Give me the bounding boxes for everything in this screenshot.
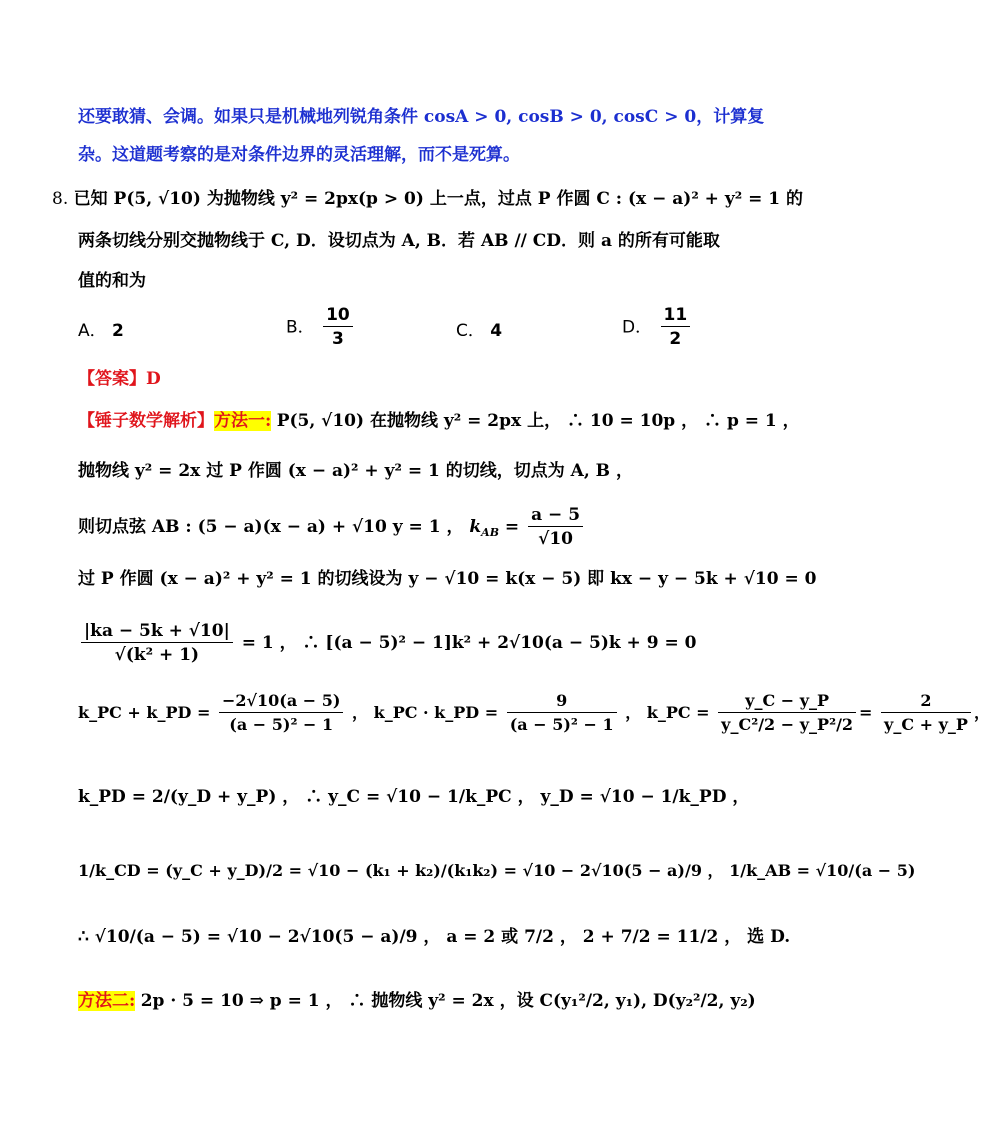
option-c-value: 4	[490, 321, 503, 341]
answer-value: D	[146, 369, 161, 389]
kpc-numerator: y_C − y_P	[745, 691, 830, 710]
kpc-fraction	[718, 690, 856, 737]
m2-line1: 2p · 5 = 10 ⇒ p = 1 ， ∴ 抛物线 y² = 2x ，设 C(y₁²/2, y₁), D(y₂²/2, y₂)	[140, 991, 756, 1011]
option-d-fraction	[661, 304, 691, 351]
option-a-value: 2	[112, 321, 124, 341]
distance-denominator: √(k² + 1)	[81, 642, 233, 667]
m1-line6-a: k_PC + k_PD =	[78, 703, 211, 722]
option-d-denominator: 2	[661, 326, 691, 351]
kpc2-denominator: y_C + y_P	[881, 712, 971, 737]
intro-line-2: 杂。这道题考察的是对条件边界的灵活理解，而不是死算。	[78, 145, 520, 165]
product-denominator: (a − 5)² − 1	[507, 712, 617, 737]
product-numerator: 9	[556, 691, 568, 710]
m2-line	[78, 988, 760, 1014]
m1-line7: k_PD = 2/(y_D + y_P) ， ∴ y_C = √10 − 1/k_PC ， y_D = √10 − 1/k_PD ，	[78, 787, 750, 807]
option-d-label: D．	[622, 317, 653, 338]
option-b-label: B．	[286, 317, 315, 338]
sum-fraction	[219, 690, 344, 737]
kpc-fraction-2	[881, 690, 971, 737]
solution-line-1	[78, 408, 800, 434]
option-d-numerator: 11	[663, 305, 688, 325]
option-a[interactable]	[78, 316, 124, 341]
method1-label: 方法一:	[214, 411, 272, 431]
solution-tag: 【锤子数学解析】	[78, 411, 214, 431]
answer-line	[78, 366, 760, 392]
intro-line-1: 还要敢猜、会调。如果只是机械地列锐角条件 cosA > 0, cosB > 0, cosC > 0，计算复	[78, 107, 765, 127]
kpc2-numerator: 2	[920, 691, 932, 710]
kab-numerator: a − 5	[531, 505, 581, 525]
m1-line6-b: ， k_PC · k_PD =	[352, 703, 499, 722]
m1-line3-a: 则切点弦 AB : (5 − a)(x − a) + √10 y = 1 ，	[78, 517, 464, 537]
option-c-label: C．	[456, 321, 485, 341]
sum-denominator: (a − 5)² − 1	[219, 712, 344, 737]
kab-symbol	[469, 517, 499, 537]
option-b-denominator: 3	[323, 326, 353, 351]
m1-line5	[78, 620, 760, 667]
question-line-1	[52, 186, 803, 212]
m1-line9: ∴ √10/(a − 5) = √10 − 2√10(5 − a)/9 ， a = 2 或 7/2 ， 2 + 7/2 = 11/2 ， 选 D.	[78, 927, 791, 947]
kab-fraction	[528, 504, 583, 551]
m1-line1: P(5, √10) 在抛物线 y² = 2px 上， ∴ 10 = 10p ， ∴ p = 1 ，	[276, 411, 800, 431]
m1-line4: 过 P 作圆 (x − a)² + y² = 1 的切线设为 y − √10 = k(x − 5) 即 kx − y − 5k + √10 = 0	[78, 569, 817, 589]
question-text-1: 已知 P(5, √10) 为抛物线 y² = 2px(p > 0) 上一点，过点 P 作圆 C : (x − a)² + y² = 1 的	[73, 189, 803, 209]
option-b[interactable]	[286, 304, 356, 351]
option-c[interactable]	[456, 316, 502, 341]
m1-line8: 1/k_CD = (y_C + y_D)/2 = √10 − (k₁ + k₂)/(k₁k₂) = √10 − 2√10(5 − a)/9 ， 1/k_AB = √10/(a − 5)	[78, 861, 916, 880]
m1-line6: k_PC + k_PD = $\frac{-2√10(a - 5)}{\text{(a − 5)² − 1}}$ ， k_PC · k_PD = $\frac{9}{\text{(a − 5)² − 1}}$ ， k_PC = $\frac{y\_C - y\_P}{\text{y\_C²/2 − y\_P²/2}}$ = $\frac{2}{y\_C + y\_P}$ ，	[78, 690, 760, 737]
option-b-fraction	[323, 304, 353, 351]
product-fraction	[507, 690, 617, 737]
distance-numerator: |ka − 5k + √10|	[84, 621, 230, 641]
m1-line2: 抛物线 y² = 2x 过 P 作圆 (x − a)² + y² = 1 的切线，切点为 A, B ，	[78, 461, 633, 481]
option-d[interactable]	[622, 304, 693, 351]
kab-sub: AB	[481, 526, 500, 539]
question-number: 8.	[52, 189, 69, 209]
option-b-numerator: 10	[326, 305, 350, 325]
m1-line6-c: ， k_PC =	[625, 703, 710, 722]
question-line-3: 值的和为	[78, 271, 146, 291]
distance-fraction	[81, 620, 233, 667]
kab-denominator: √10	[528, 526, 583, 551]
kpc-denominator: y_C²/2 − y_P²/2	[718, 712, 856, 737]
method2-label: 方法二:	[78, 991, 136, 1011]
answer-tag: 【答案】	[78, 369, 146, 389]
m1-line3: 则切点弦 AB : (5 − a)(x − a) + √10 y = 1 ， $k_{AB}$ = $\frac{a - 5}{√10}$	[78, 504, 760, 551]
question-line-2: 两条切线分别交抛物线于 C, D．设切点为 A, B．若 AB // CD．则 a 的所有可能取	[78, 231, 720, 251]
sum-numerator: −2√10(a − 5)	[221, 691, 341, 710]
kab-k: k	[469, 517, 482, 537]
option-a-label: A．	[78, 321, 107, 341]
m1-line5-rest: = 1 ， ∴ [(a − 5)² − 1]k² + 2√10(a − 5)k + 9 = 0	[241, 633, 697, 653]
